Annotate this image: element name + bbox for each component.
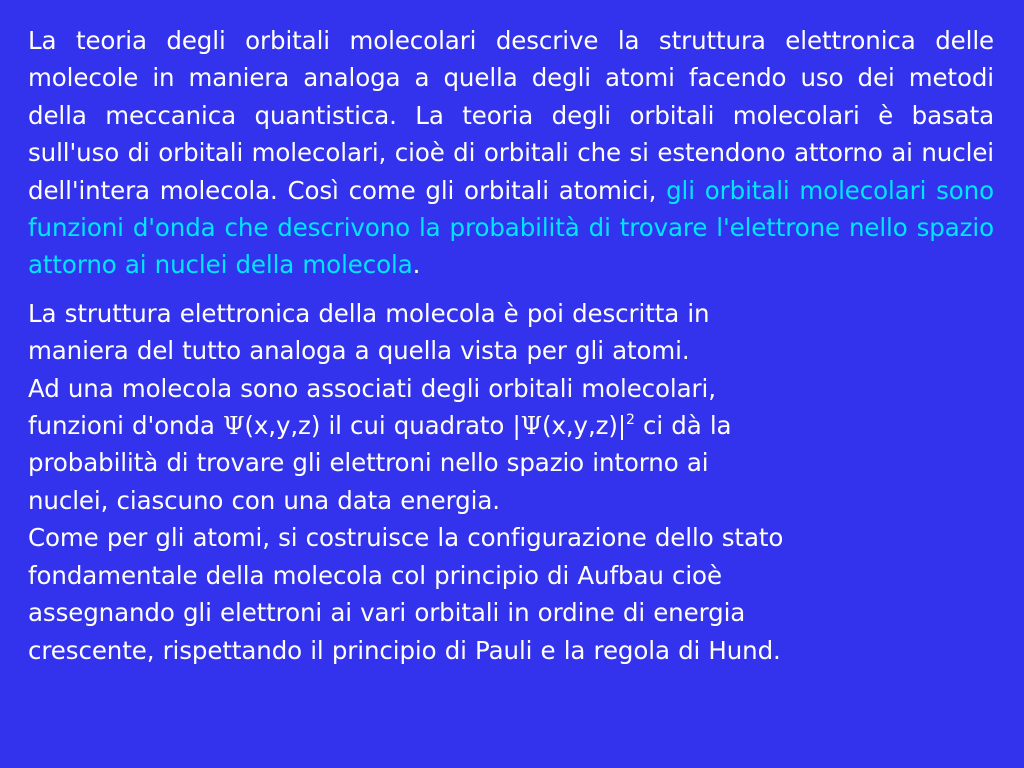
wavefunction-line: [28, 407, 994, 444]
text-segment: (x,y,z) il cui quadrato |: [244, 411, 521, 441]
text-segment: funzioni d'onda: [28, 411, 224, 441]
psi-symbol: Ψ: [223, 411, 245, 441]
text-line: assegnando gli elettroni ai vari orbitali in ordine di energia: [28, 598, 746, 628]
text-line: probabilità di trovare gli elettroni nello spazio intorno ai: [28, 448, 709, 478]
intro-period: .: [412, 250, 421, 280]
intro-text: La teoria degli orbitali molecolari descrive la struttura elettronica delle molecole in maniera analoga a quella degli atomi facendo uso dei metodi della meccanica quantistica. La teoria degli orbitali molecolari è basata sull'uso di orbitali molecolari, cioè di orbitali che si estendono attorno ai nuclei dell'intera molecola. Così come gli orbitali atomici,: [28, 26, 994, 205]
exponent: 2: [626, 412, 635, 429]
text-line: La struttura elettronica della molecola è poi descritta in: [28, 298, 710, 328]
text-line: crescente, rispettando il principio di Pauli e la regola di Hund.: [28, 635, 781, 665]
text-line: nuclei, ciascuno con una data energia.: [28, 485, 500, 515]
highlighted-definition: gli orbitali molecolari sono funzioni d'onda che descrivono la probabilità di trovare l'elettrone nello spazio attorno ai nuclei della molecola: [28, 175, 994, 280]
paragraph-intro: [28, 22, 994, 284]
text-segment: (x,y,z)|: [542, 411, 627, 441]
text-segment: ci dà la: [634, 411, 732, 441]
text-line: Ad una molecola sono associati degli orbitali molecolari,: [28, 373, 716, 403]
text-line: maniera del tutto analoga a quella vista per gli atomi.: [28, 336, 690, 366]
paragraph-electronic-structure: [28, 295, 994, 669]
psi-symbol: Ψ: [520, 411, 543, 441]
text-line: Come per gli atomi, si costruisce la configurazione dello stato: [28, 523, 784, 553]
text-line: fondamentale della molecola col principio di Aufbau cioè: [28, 560, 722, 590]
